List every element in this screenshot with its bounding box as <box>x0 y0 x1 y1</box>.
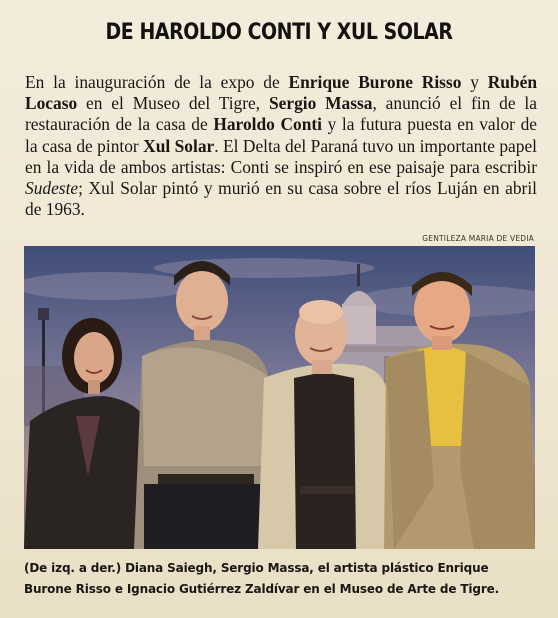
body-run: y <box>461 72 488 92</box>
name-highlight: Enrique Burone Risso <box>288 72 462 92</box>
name-highlight: Haroldo Conti <box>213 114 322 135</box>
photo-caption: (De izq. a der.) Diana Saiegh, Sergio Massa, el artista plástico Enrique Burone Risso e Ignacio Gutiérrez Zaldívar en el Museo de Arte de Tigre. <box>24 561 499 596</box>
body-run: en el Museo del Tigre, <box>77 93 269 114</box>
book-title: Sudeste <box>25 178 79 199</box>
body-run: y la futura puesta en valor de la casa de pintor <box>25 114 537 156</box>
body-run: , anunció el fin de la restauración de la casa de <box>25 93 537 135</box>
photo-credit: GENTILEZA MARIA DE VEDIA <box>422 234 534 243</box>
article-body <box>25 72 537 220</box>
name-highlight: Xul Solar <box>143 135 215 156</box>
event-photo <box>24 246 535 549</box>
body-run: ; Xul Solar pintó y murió en su casa sobre el ríos Luján en abril de 1963. <box>25 178 537 220</box>
body-run: . El Delta del Paraná tuvo un importante papel en la vida de ambos artistas: Conti se inspiró en ese paisaje para escribir <box>25 135 537 177</box>
body-run: En la inauguración de la expo de <box>25 72 289 92</box>
article-headline: DE HAROLDO CONTI Y XUL SOLAR <box>105 20 453 45</box>
photo-illustration <box>24 246 535 549</box>
name-highlight: Rubén Locaso <box>25 72 537 114</box>
name-highlight: Sergio Massa <box>268 93 373 114</box>
